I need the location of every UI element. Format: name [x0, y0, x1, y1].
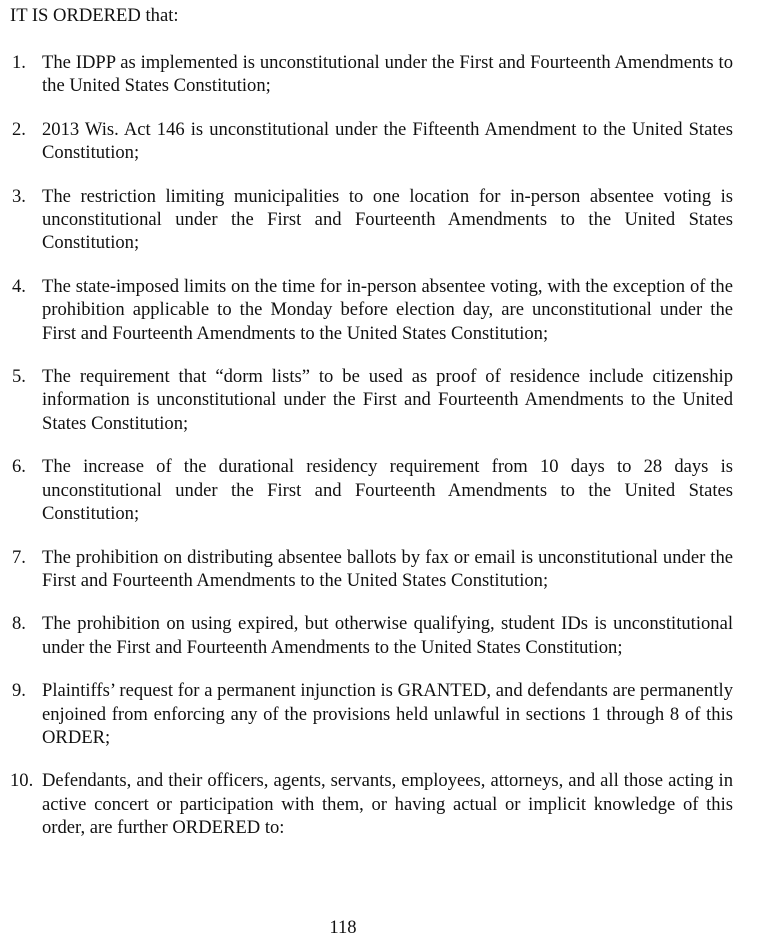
order-item-4: [0, 275, 758, 345]
order-text: The IDPP as implemented is unconstitutional under the First and Fourteenth Amendments to the United States Constitution;: [42, 52, 733, 97]
order-text: The prohibition on distributing absentee ballots by fax or email is unconstitutional under the First and Fourteenth Amendments to the United States Constitution;: [42, 546, 733, 591]
order-number: 1.: [12, 52, 26, 73]
order-item-2: [0, 118, 758, 165]
order-text: Defendants, and their officers, agents, servants, employees, attorneys, and all those acting in active concert or participation with them, or having actual or implicit knowledge of this order, are further ORDERED to:: [42, 770, 733, 839]
order-text: The restriction limiting municipalities to one location for in-person absentee voting is unconstitutional under the First and Fourteenth Amendments to the United States Constitution;: [42, 185, 733, 254]
order-text: Plaintiffs’ request for a permanent injunction is GRANTED, and defendants are permanently enjoined from enforcing any of the provisions held unlawful in sections 1 through 8 of this ORDER;: [42, 680, 733, 748]
order-number: 8.: [12, 613, 26, 635]
order-item-1: [0, 51, 758, 98]
order-item-7: [0, 546, 758, 593]
order-text: 2013 Wis. Act 146 is unconstitutional under the Fifteenth Amendment to the United States Constitution;: [42, 118, 733, 164]
order-number: 5.: [12, 366, 26, 388]
page-number: 118: [329, 917, 357, 938]
order-number: 7.: [12, 546, 26, 568]
order-text: The requirement that “dorm lists” to be used as proof of residence include citizenship information is unconstitutional under the First and Fourteenth Amendments to the United States Constitution;: [42, 366, 733, 434]
order-item-9: [0, 679, 758, 749]
order-item-8: [0, 612, 758, 659]
order-item-10: [0, 769, 758, 839]
order-text: The state-imposed limits on the time for in-person absentee voting, with the exception of the prohibition applicable to the Monday before election day, are unconstitutional under the First and Fourteenth Amendments to the United States Constitution;: [42, 275, 733, 344]
order-item-6: [0, 455, 758, 525]
order-text: The increase of the durational residency requirement from 10 days to 28 days is unconstitutional under the First and Fourteenth Amendments to the United States Constitution;: [42, 456, 733, 525]
order-number: 2.: [12, 118, 26, 140]
order-text: The prohibition on using expired, but otherwise qualifying, student IDs is unconstitutional under the First and Fourteenth Amendments to the United States Constitution;: [42, 613, 733, 658]
order-number: 4.: [12, 275, 26, 297]
order-number: 6.: [12, 456, 26, 478]
order-item-5: [0, 365, 758, 435]
order-number: 9.: [12, 680, 26, 702]
order-number: 3.: [12, 185, 26, 207]
order-intro: IT IS ORDERED that:: [10, 5, 179, 26]
order-number: 10.: [10, 770, 34, 792]
order-item-3: [0, 185, 758, 255]
order-list: [0, 51, 758, 860]
